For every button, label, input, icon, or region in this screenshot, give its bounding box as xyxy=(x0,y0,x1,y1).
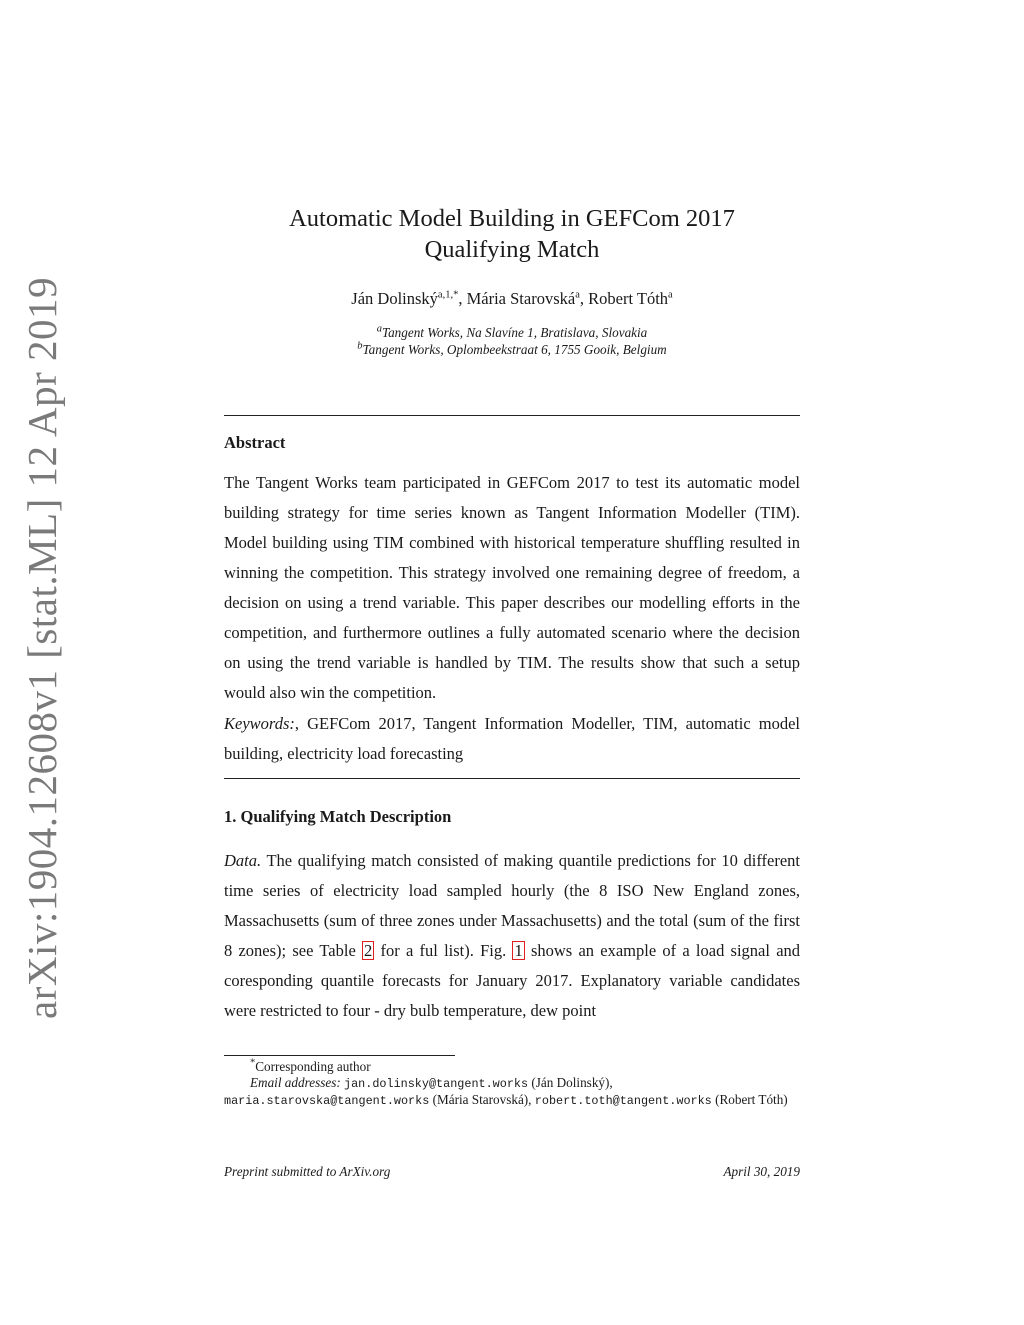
footnote-mark: * xyxy=(250,1057,256,1069)
title-line-1: Automatic Model Building in GEFCom 2017 xyxy=(289,205,735,232)
keywords-list: , GEFCom 2017, Tangent Information Modeller, TIM, automatic model building, electricity load forecasting xyxy=(224,714,800,763)
arxiv-side-stamp: arXiv:1904.12608v1 [stat.ML] 12 Apr 2019 xyxy=(19,277,65,1019)
email-link-starovska[interactable]: maria.starovska@tangent.works xyxy=(224,1094,430,1108)
keywords-label: Keywords: xyxy=(224,714,295,733)
abstract-bottom-rule xyxy=(224,778,800,779)
affiliation-mark: a xyxy=(376,323,382,335)
footnote-emails xyxy=(224,1075,800,1092)
table-2-link[interactable]: 2 xyxy=(364,941,373,960)
author-sup: a xyxy=(668,289,673,301)
email-owner: (Robert Tóth) xyxy=(715,1092,788,1107)
section-1-heading: 1. Qualifying Match Description xyxy=(224,807,452,826)
author-list: Ján Dolinský$^{a,1,*}$, Mária Starovská$^a$, Robert Tóth$^a$ xyxy=(351,289,673,308)
title-line-2: Qualifying Match xyxy=(424,236,600,263)
author-name: Robert Tóth xyxy=(588,289,669,308)
footnote-rule xyxy=(224,1055,455,1056)
keywords xyxy=(224,709,800,769)
affiliation-b xyxy=(224,342,800,358)
email-link-dolinsky[interactable]: jan.dolinsky@tangent.works xyxy=(344,1077,529,1091)
email-owner: (Mária Starovská), xyxy=(432,1092,532,1107)
abstract-heading: Abstract xyxy=(224,433,286,452)
section-1-text-3: shows an example of a load signal and coresponding quantile forecasts for January 2017. Explanatory variable candidates were restricted to four - dry bulb temperature, dew point xyxy=(224,941,801,1020)
email-addresses-label: Email addresses: xyxy=(250,1075,341,1090)
affiliation-text: Tangent Works, Na Slavíne 1, Bratislava, Slovakia xyxy=(381,325,648,340)
preprint-note: Preprint submitted to ArXiv.org xyxy=(224,1164,391,1179)
section-1-body xyxy=(224,846,800,1026)
abstract-body: The Tangent Works team participated in GEFCom 2017 to test its automatic model building strategy for time series known as Tangent Information Modeller (TIM). Model building using TIM combined with historical temperature shuffling resulted in winning the competition. This strategy involved one remaining degree of freedom, a decision on using a trend variable. This paper describes our modelling efforts in the competition, and furthermore outlines a fully automated scenario where the decision on using the trend variable is handled by TIM. The results show that such a setup would also win the competition. xyxy=(224,473,800,702)
footnote-corresponding xyxy=(224,1059,800,1075)
author-sup: a xyxy=(575,289,580,301)
affiliation-text: Tangent Works, Oplombeekstraat 6, 1755 Gooik, Belgium xyxy=(362,342,667,357)
section-1-text-1: The qualifying match consisted of making quantile predictions for 10 different time series of electricity load sampled hourly (the 8 ISO New England zones, Massachusetts (sum of three zones under Massachusetts) and the total (sum of the first 8 zones); see Table xyxy=(224,851,800,960)
abstract-top-rule xyxy=(224,415,800,416)
author-name: Ján Dolinský xyxy=(351,289,438,308)
preprint-date: April 30, 2019 xyxy=(723,1164,800,1179)
section-1-text-2: for a ful list). Fig. xyxy=(380,941,507,960)
email-link-toth[interactable]: robert.toth@tangent.works xyxy=(534,1094,712,1108)
affiliation-mark: b xyxy=(357,340,363,352)
figure-1-link[interactable]: 1 xyxy=(514,941,523,960)
author-sup: a,1,* xyxy=(437,289,459,301)
data-paragraph-label: Data. xyxy=(224,851,262,870)
footnote-emails-cont xyxy=(224,1092,800,1109)
author-name: Mária Starovská xyxy=(466,289,576,308)
affiliation-a xyxy=(224,325,800,341)
email-owner: (Ján Dolinský), xyxy=(531,1075,613,1090)
paper-title xyxy=(224,203,800,265)
corresponding-author-label: Corresponding author xyxy=(255,1059,371,1074)
footnote xyxy=(224,1059,800,1109)
